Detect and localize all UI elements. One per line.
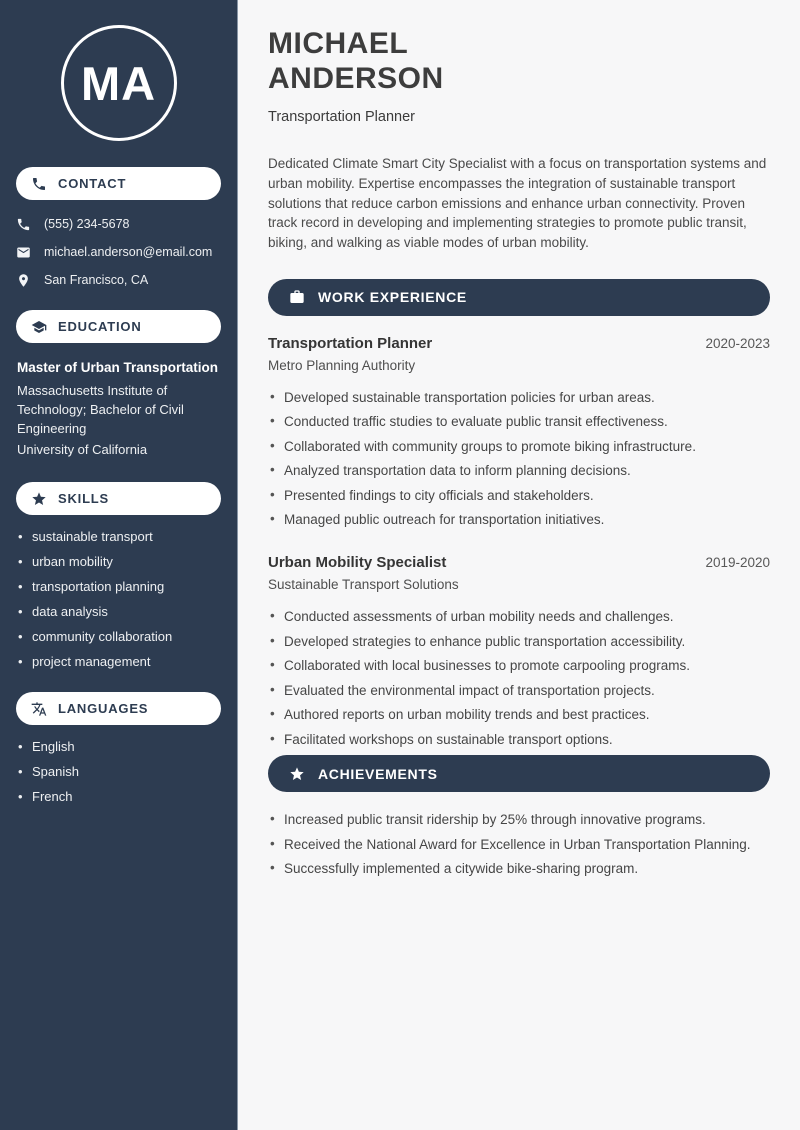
language-item: • English	[18, 739, 221, 755]
job-entry	[268, 554, 770, 748]
email-address: michael.anderson@email.com	[44, 245, 213, 259]
contact-location-row	[16, 272, 221, 288]
achievements-list	[268, 811, 770, 877]
job-bullet: • Evaluated the environmental impact of transportation projects.	[268, 682, 770, 699]
job-bullet: • Managed public outreach for transportation initiatives.	[268, 511, 770, 528]
achievements-section-header	[268, 755, 770, 792]
email-icon	[16, 245, 31, 260]
job-entry	[268, 335, 770, 529]
job-bullet: • Conducted traffic studies to evaluate public transit effectiveness.	[268, 413, 770, 430]
job-bullet-list	[268, 389, 770, 529]
contact-header-label: CONTACT	[58, 176, 127, 191]
achievements-header-label: ACHIEVEMENTS	[318, 765, 438, 782]
job-bullet: • Analyzed transportation data to inform planning decisions.	[268, 462, 770, 479]
job-bullet: • Collaborated with community groups to promote biking infrastructure.	[268, 438, 770, 455]
education-section-header	[16, 310, 221, 343]
job-dates: 2020-2023	[705, 335, 770, 351]
achievement-bullet: • Increased public transit ridership by 25% through innovative programs.	[268, 811, 770, 828]
main-content	[238, 0, 800, 1130]
education-institution: University of California	[17, 442, 148, 457]
name-heading	[268, 26, 770, 96]
last-name: ANDERSON	[268, 62, 444, 95]
first-name: MICHAEL	[268, 27, 409, 60]
skill-item: • community collaboration	[18, 629, 221, 645]
avatar	[61, 25, 177, 141]
job-bullet: • Presented findings to city officials and stakeholders.	[268, 487, 770, 504]
star-icon	[289, 766, 305, 782]
job-bullet: • Developed sustainable transportation policies for urban areas.	[268, 389, 770, 406]
location-text: San Francisco, CA	[44, 273, 149, 287]
phone-icon	[31, 176, 47, 192]
skills-header-label: SKILLS	[58, 491, 110, 506]
contact-section-header	[16, 167, 221, 200]
job-title: Transportation Planner	[268, 334, 433, 352]
work-experience-section-header	[268, 279, 770, 316]
skill-item: • transportation planning	[18, 579, 221, 595]
star-icon	[31, 491, 47, 507]
languages-list	[18, 739, 221, 805]
job-head	[268, 554, 770, 571]
graduation-cap-icon	[31, 319, 47, 335]
job-bullet: • Facilitated workshops on sustainable transport options.	[268, 731, 770, 748]
professional-summary: Dedicated Climate Smart City Specialist with a focus on transportation systems and urban mobility. Expertise encompasses the integration of sustainable transport solutions that reduce carbon emissions and enhance urban connectivity. Proven track record in developing and implementing strategies to promote public transit, biking, and walking as viable modes of urban mobility.	[268, 156, 767, 251]
languages-header-label: LANGUAGES	[58, 701, 149, 716]
education-degree: Master of Urban Transportation	[17, 360, 219, 375]
translate-icon	[31, 701, 47, 717]
contact-list	[16, 216, 221, 288]
job-company: Sustainable Transport Solutions	[268, 577, 459, 593]
achievement-bullet: • Successfully implemented a citywide bike-sharing program.	[268, 860, 770, 877]
phone-icon	[16, 217, 31, 232]
skills-list	[18, 529, 221, 670]
briefcase-icon	[289, 289, 305, 305]
contact-email-row	[16, 244, 221, 260]
education-block	[16, 359, 221, 459]
phone-number: (555) 234-5678	[44, 217, 130, 231]
language-item: • Spanish	[18, 764, 221, 780]
skill-item: • project management	[18, 654, 221, 670]
job-head	[268, 335, 770, 352]
education-header-label: EDUCATION	[58, 319, 142, 334]
job-bullet-list	[268, 608, 770, 748]
job-bullet: • Conducted assessments of urban mobility needs and challenges.	[268, 608, 770, 625]
languages-section-header	[16, 692, 221, 725]
contact-phone-row	[16, 216, 221, 232]
job-bullet: • Authored reports on urban mobility trends and best practices.	[268, 706, 770, 723]
skill-item: • data analysis	[18, 604, 221, 620]
location-icon	[16, 273, 31, 288]
job-bullet: • Collaborated with local businesses to promote carpooling programs.	[268, 657, 770, 674]
job-title-subheading: Transportation Planner	[268, 109, 415, 125]
job-dates: 2019-2020	[705, 555, 770, 571]
job-bullet: • Developed strategies to enhance public transportation accessibility.	[268, 633, 770, 650]
avatar-initials: MA	[80, 56, 157, 110]
avatar-wrap	[16, 25, 221, 141]
job-company: Metro Planning Authority	[268, 357, 416, 373]
skill-item: • sustainable transport	[18, 529, 221, 545]
sidebar	[0, 0, 238, 1130]
job-title: Urban Mobility Specialist	[268, 554, 447, 572]
work-experience-header-label: WORK EXPERIENCE	[318, 289, 467, 306]
education-institution: Massachusetts Institute of Technology; Bachelor of Civil Engineering	[17, 383, 184, 436]
achievement-bullet: • Received the National Award for Excellence in Urban Transportation Planning.	[268, 836, 770, 853]
skills-section-header	[16, 482, 221, 515]
language-item: • French	[18, 789, 221, 805]
skill-item: • urban mobility	[18, 554, 221, 570]
